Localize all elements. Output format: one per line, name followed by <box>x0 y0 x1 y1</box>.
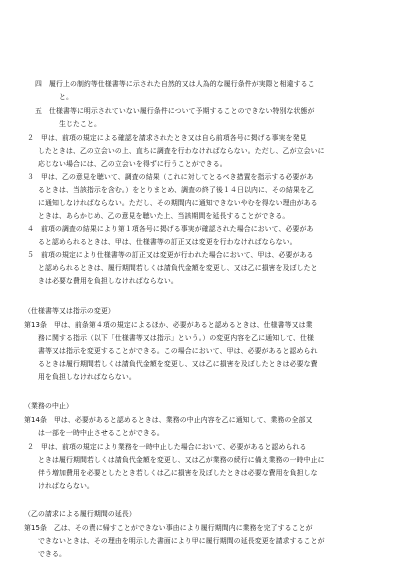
article-14-line-1: 第14条 甲は、必要があると認めるときは、業務の中止内容を乙に通知して、業務の全部又 <box>24 416 313 424</box>
article-14-para-2-line-4: ければならない。 <box>38 482 94 490</box>
para-2-line-1: ２ 甲は、前項の規定による確認を請求されたとき又は自ら前項各号に掲げる事実を発見 <box>27 134 307 142</box>
para-4-line-2: ると認められるときは、甲は、仕様書等の訂正又は変更を行わなければならない。 <box>38 238 297 246</box>
article-13-line-2: 務に関する指示（以下「仕様書等又は指示」という。）の変更内容を乙に通知して、仕様 <box>38 334 315 342</box>
heading-work-suspension: （業務の中止） <box>24 402 73 410</box>
item-5-line-2: 生じたこと。 <box>59 120 101 128</box>
para-4-line-1: ４ 前項の調査の結果により第１項各号に掲げる事実が確認された場合において、必要があ <box>27 225 314 233</box>
para-5-line-3: きは必要な費用を負担しなければならない。 <box>38 277 178 285</box>
article-14-para-2-line-3: 伴う増加費用を必要としたとき若しくは乙に損害を及ぼしたときは必要な費用を負担しな <box>38 469 318 477</box>
para-5-line-2: と認められるときは、履行期間若しくは請負代金額を変更し、又は乙に損害を及ぼしたと <box>38 264 318 272</box>
article-13-line-3: 書等又は指示を変更することができる。この場合において、甲は、必要があると認められ <box>38 347 318 355</box>
para-2-line-3: 応じない場合には、乙の立会いを得ずに行うことができる。 <box>38 160 227 168</box>
article-15-line-2: できないときは、その理由を明示した書面により甲に履行期間の延長変更を請求することが <box>38 537 325 545</box>
article-13-line-4: るときは履行期間若しくは請負代金額を変更し、又は乙に損害を及ぼしたときは必要な費 <box>38 360 318 368</box>
para-3-line-2: るときは、当該指示を含む。）をとりまとめ、調査の終了後１４日以内に、その結果を乙 <box>38 186 314 194</box>
para-2-line-2: したときは、乙の立会いの上、直ちに調査を行わなければならない。ただし、乙が立会いに <box>38 147 325 155</box>
article-14-para-2-line-2: ときは履行期間若しくは請負代金額を変更し、又は乙が業務の続行に備え業務の一時中止に <box>38 456 325 464</box>
article-15-line-1: 第15条 乙は、その責に帰すことができない事由により履行期間内に業務を完了することが <box>24 524 313 532</box>
article-14-line-2: は一部を一時中止させることができる。 <box>38 429 164 437</box>
article-13-line-1: 第13条 甲は、前条第４項の規定によるほか、必要があると認めるときは、仕様書等又は業 <box>24 321 313 329</box>
para-3-line-3: に通知しなければならない。ただし、その期間内に通知できないやむを得ない理由がある <box>38 199 318 207</box>
para-3-line-1: ３ 甲は、乙の意見を聴いて、調査の結果（これに対してとるべき措置を指示する必要があ <box>27 173 314 181</box>
article-14-para-2-line-1: ２ 甲は、前項の規定により業務を一時中止した場合において、必要があると認められる <box>27 443 307 451</box>
item-5-line-1: 五 仕様書等に明示されていない履行条件について予期することのできない特別な状態が <box>35 107 315 115</box>
para-3-line-4: ときは、あらかじめ、乙の意見を聴いた上、当該期間を延長することができる。 <box>38 212 290 220</box>
item-4-line-2: と。 <box>59 93 73 101</box>
para-5-line-1: ５ 前項の規定により仕様書等の訂正又は変更が行われた場合において、甲は、必要がある <box>27 251 314 259</box>
heading-period-extension: （乙の請求による履行期間の延長） <box>24 510 136 518</box>
article-15-line-3: できる。 <box>38 550 66 558</box>
article-13-line-5: 用を負担しなければならない。 <box>38 373 136 381</box>
item-4-line-1: 四 履行上の制約等仕様書等に示された自然的又は人為的な履行条件が実際と相違するこ <box>35 80 315 88</box>
heading-spec-change: （仕様書等又は指示の変更） <box>24 307 115 315</box>
